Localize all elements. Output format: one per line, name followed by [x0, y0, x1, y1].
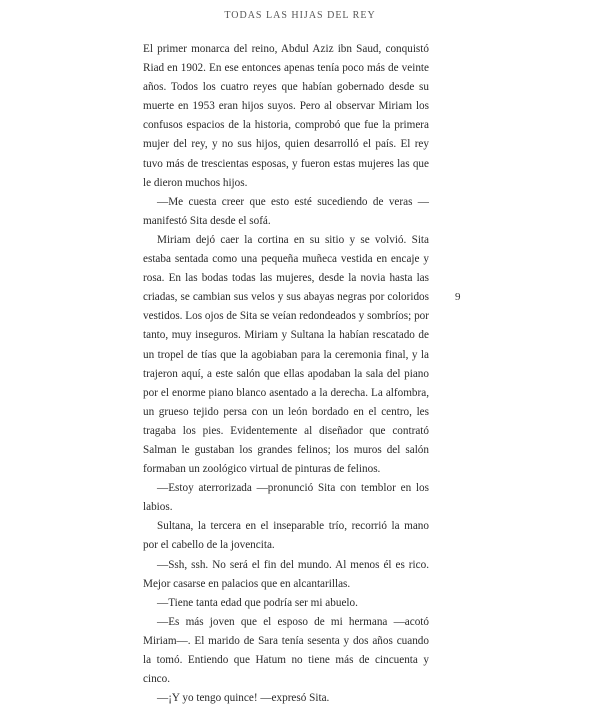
paragraph: —¡Y yo tengo quince! —expresó Sita. [157, 692, 330, 705]
paragraph: El primer monarca del reino, Abdul Aziz ibn Saud, conquistó Riad en 1902. En ese entonces apenas tenía poco más de veinte años. Todos los cuatro reyes que habían gobernado desde su muerte en 1953 eran hijos suyos. Pero al observar Miriam los confusos espacios de la historia, comprobó que fue la primera mujer del rey, y no sus hijos, quien desarrolló el país. El rey tuvo más de trescientas esposas, y fueron estas mujeres las que le dieron muchos hijos. [143, 43, 429, 189]
running-header: TODAS LAS HIJAS DEL REY [224, 10, 376, 21]
paragraph: —Me cuesta creer que esto esté sucediendo de veras —manifestó Sita desde el sofá. [143, 195, 429, 227]
paragraph: —Estoy aterrorizada —pronunció Sita con temblor en los labios. [143, 482, 429, 514]
paragraph: —Ssh, ssh. No será el fin del mundo. Al menos él es rico. Mejor casarse en palacios que en alcantarillas. [143, 558, 429, 590]
body-text [143, 40, 429, 708]
paragraph: Sultana, la tercera en el inseparable trío, recorrió la mano por el cabello de la jovencita. [143, 520, 429, 552]
paragraph: —Tiene tanta edad que podría ser mi abuelo. [157, 596, 358, 609]
page-number: 9 [455, 291, 461, 303]
paragraph: Miriam dejó caer la cortina en su sitio y se volvió. Sita estaba sentada como una pequeña muñeca vestida en encaje y rosa. En las bodas todas las mujeres, desde la novia hasta las criadas, se cambian sus velos y sus abayas negras por coloridos vestidos. Los ojos de Sita se veían redondeados y sombríos; por tanto, muy inseguros. Miriam y Sultana la habían rescatado de un tropel de tías que la agobiaban para la ceremonia final, y la trajeron aquí, a este salón que ellas apodaban la sala del piano por el enorme piano blanco asentado a la derecha. La alfombra, un grueso tejido persa con un león bordado en el centro, les tragaba los pies. Evidentemente al diseñador que contrató Salman le gustaban los grandes felinos; los muros del salón formaban un zoológico virtual de pinturas de felinos. [143, 233, 429, 476]
paragraph: —Es más joven que el esposo de mi hermana —acotó Miriam—. El marido de Sara tenía sesenta y dos años cuando la tomó. Entiendo que Hatum no tiene más de cincuenta y cinco. [143, 615, 429, 686]
